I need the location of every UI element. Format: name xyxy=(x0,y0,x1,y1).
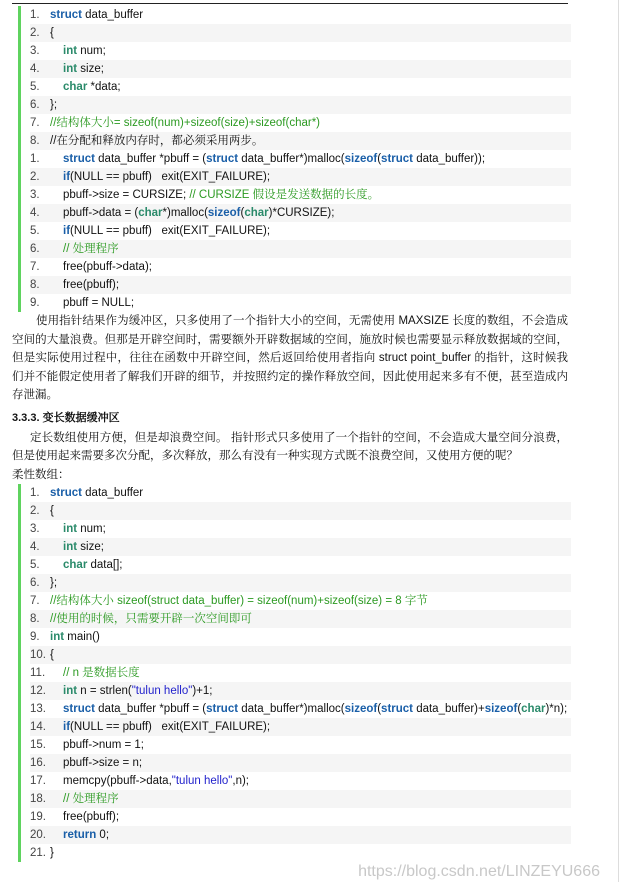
code-line xyxy=(30,240,571,258)
code-token: data_buffer xyxy=(81,487,144,499)
line-number: 7. xyxy=(30,117,40,129)
code-text xyxy=(63,736,144,754)
code-line xyxy=(30,24,571,42)
line-number: 3. xyxy=(30,45,40,57)
code-token: // 处理程序 xyxy=(63,243,119,255)
code-text xyxy=(63,754,142,772)
code-line xyxy=(30,258,571,276)
code-text xyxy=(50,610,252,628)
code-token: data_buffer)); xyxy=(413,153,486,165)
line-number: 8. xyxy=(30,135,40,147)
code-line xyxy=(30,718,571,736)
line-number: 2. xyxy=(30,27,40,39)
section-heading: 3.3.3. 变长数据缓冲区 xyxy=(12,411,120,424)
code-line xyxy=(30,294,571,312)
code-token: size; xyxy=(77,541,104,553)
code-token: free(pbuff->data); xyxy=(63,261,152,273)
code-block-pointer-buffer xyxy=(18,6,571,312)
code-token: char xyxy=(521,703,546,715)
code-token: struct xyxy=(50,9,82,21)
line-number: 12. xyxy=(30,685,46,697)
code-token: )*n); xyxy=(545,703,568,715)
code-token: //使用的时候，只需要开辟一次空间即可 xyxy=(50,613,252,625)
code-text xyxy=(50,6,143,24)
code-text xyxy=(63,700,567,718)
code-token: struct xyxy=(50,487,82,499)
code-token: { xyxy=(50,649,54,661)
code-text xyxy=(50,646,54,664)
code-token: }; xyxy=(50,577,58,589)
code-text xyxy=(50,844,54,862)
line-number: 4. xyxy=(30,541,40,553)
code-token: ( xyxy=(377,153,382,165)
code-token: //在分配和释放内存时，都必须采用两步。 xyxy=(50,135,264,147)
code-line xyxy=(30,276,571,294)
code-token: 0; xyxy=(96,829,110,841)
code-token: int xyxy=(63,63,78,75)
code-text xyxy=(63,520,106,538)
code-token: free(pbuff); xyxy=(63,279,120,291)
code-token: struct xyxy=(381,703,413,715)
code-line xyxy=(30,574,571,592)
code-line xyxy=(30,222,571,240)
code-line xyxy=(30,592,571,610)
code-text xyxy=(50,592,428,610)
code-token: if xyxy=(63,721,71,733)
code-line xyxy=(30,808,571,826)
code-text xyxy=(50,484,143,502)
code-text xyxy=(50,574,57,592)
line-number: 11. xyxy=(30,667,46,679)
line-number: 4. xyxy=(30,207,40,219)
code-line xyxy=(30,60,571,78)
code-line xyxy=(30,700,571,718)
code-token: //结构体大小= sizeof(num)+sizeof(size)+sizeof(char*) xyxy=(50,117,321,129)
line-number: 13. xyxy=(30,703,46,715)
code-token: data_buffer xyxy=(81,9,144,21)
line-number: 17. xyxy=(30,775,46,787)
code-token: sizeof xyxy=(484,703,518,715)
code-text xyxy=(50,628,100,646)
code-token: (NULL == pbuff) exit(EXIT_FAILURE); xyxy=(70,225,271,237)
code-line xyxy=(30,204,571,222)
line-number: 3. xyxy=(30,189,40,201)
code-line xyxy=(30,736,571,754)
code-token: int xyxy=(50,631,65,643)
code-token: char xyxy=(63,559,88,571)
flexible-array-label: 柔性数组： xyxy=(12,468,70,481)
code-token: int xyxy=(63,45,78,57)
line-number: 6. xyxy=(30,577,40,589)
code-line xyxy=(30,772,571,790)
code-token: data_buffer)+ xyxy=(413,703,485,715)
code-token: main() xyxy=(64,631,100,643)
line-number: 2. xyxy=(30,171,40,183)
code-token: }; xyxy=(50,99,58,111)
code-text xyxy=(50,276,119,294)
code-token: if xyxy=(63,225,71,237)
code-token: data_buffer*)malloc( xyxy=(238,153,345,165)
line-number: 10. xyxy=(30,649,46,661)
code-line xyxy=(30,114,571,132)
code-text xyxy=(50,168,270,186)
code-token: sizeof xyxy=(344,703,378,715)
code-text xyxy=(50,42,106,60)
code-text xyxy=(50,502,54,520)
code-text xyxy=(50,186,379,204)
code-text xyxy=(50,150,485,168)
line-number: 14. xyxy=(30,721,46,733)
code-line xyxy=(30,754,571,772)
code-token: char xyxy=(63,81,88,93)
code-block-flexible-array xyxy=(18,484,571,862)
code-token: size; xyxy=(77,63,104,75)
line-number: 7. xyxy=(30,595,40,607)
code-token: num; xyxy=(77,523,106,535)
code-token: sizeof xyxy=(344,153,378,165)
code-token: //结构体大小 sizeof(struct data_buffer) = sizeof(num)+sizeof(size) = 8 字节 xyxy=(50,595,428,607)
code-line xyxy=(30,42,571,60)
code-token: "tulun hello" xyxy=(131,685,193,697)
line-number: 15. xyxy=(30,739,46,751)
code-token: free(pbuff); xyxy=(63,811,120,823)
line-number: 9. xyxy=(30,297,40,309)
code-token: int xyxy=(63,541,78,553)
code-token: // CURSIZE 假设是发送数据的长度。 xyxy=(189,189,380,201)
code-token: pbuff = NULL; xyxy=(63,297,135,309)
line-number: 18. xyxy=(30,793,46,805)
code-line xyxy=(30,844,571,862)
code-token: pbuff->num = 1; xyxy=(63,739,144,751)
code-text xyxy=(63,664,140,682)
line-number: 2. xyxy=(30,505,40,517)
code-text xyxy=(50,222,270,240)
code-line xyxy=(30,538,571,556)
code-text xyxy=(63,556,122,574)
code-token: sizeof xyxy=(207,207,241,219)
code-text xyxy=(63,808,119,826)
line-number: 8. xyxy=(30,613,40,625)
code-text xyxy=(50,78,121,96)
code-token: int xyxy=(63,523,78,535)
code-token: data_buffer *pbuff = ( xyxy=(94,703,207,715)
code-line xyxy=(30,484,571,502)
code-line xyxy=(30,790,571,808)
code-line xyxy=(30,520,571,538)
code-token: (NULL == pbuff) exit(EXIT_FAILURE); xyxy=(70,171,271,183)
code-text xyxy=(50,24,54,42)
code-line xyxy=(30,186,571,204)
code-line xyxy=(30,610,571,628)
code-token: return xyxy=(63,829,97,841)
line-number: 8. xyxy=(30,279,40,291)
code-text xyxy=(50,294,134,312)
code-token: *)malloc( xyxy=(162,207,208,219)
code-token: pbuff->data = ( xyxy=(63,207,139,219)
code-text xyxy=(50,204,334,222)
code-text xyxy=(50,240,119,258)
code-token: int xyxy=(63,685,78,697)
code-token: (NULL == pbuff) exit(EXIT_FAILURE); xyxy=(70,721,271,733)
line-number: 5. xyxy=(30,559,40,571)
line-number: 6. xyxy=(30,243,40,255)
code-line xyxy=(30,556,571,574)
code-token: memcpy(pbuff->data, xyxy=(63,775,172,787)
line-number: 19. xyxy=(30,811,46,823)
code-token: data[]; xyxy=(87,559,123,571)
code-token: struct xyxy=(206,153,239,165)
code-text xyxy=(50,114,320,132)
code-token: n = strlen( xyxy=(77,685,132,697)
line-number: 20. xyxy=(30,829,46,841)
code-token: // 处理程序 xyxy=(63,793,119,805)
code-token: data_buffer *pbuff = ( xyxy=(94,153,207,165)
code-token: struct xyxy=(63,153,95,165)
code-line xyxy=(30,96,571,114)
code-line xyxy=(30,646,571,664)
code-line xyxy=(30,826,571,844)
paragraph-fixed-array: 定长数组使用方便，但是却浪费空间。 指针形式只多使用了一个指针的空间，不会造成大量空间分浪费，但是使用起来需要多次分配，多次释放，那么有没有一种实现方式既不浪费空间，又使用方便的呢？ xyxy=(12,431,568,462)
line-number: 7. xyxy=(30,261,40,273)
line-number: 16. xyxy=(30,757,46,769)
code-token: ( xyxy=(377,703,382,715)
code-token: if xyxy=(63,171,71,183)
code-token: char xyxy=(138,207,163,219)
code-token: pbuff->size = n; xyxy=(63,757,143,769)
code-text xyxy=(63,826,109,844)
code-token: struct xyxy=(63,703,95,715)
code-token: "tulun hello" xyxy=(171,775,233,787)
code-token: num; xyxy=(77,45,106,57)
code-token: struct xyxy=(206,703,239,715)
code-token: pbuff->size = CURSIZE; xyxy=(63,189,190,201)
code-line xyxy=(30,78,571,96)
code-token: } xyxy=(50,847,54,859)
line-number: 5. xyxy=(30,225,40,237)
code-text xyxy=(63,718,270,736)
code-text xyxy=(63,538,104,556)
code-token: char xyxy=(244,207,269,219)
line-number: 6. xyxy=(30,99,40,111)
code-token: struct xyxy=(381,153,413,165)
code-token: data_buffer*)malloc( xyxy=(238,703,345,715)
line-number: 1. xyxy=(30,153,40,165)
code-text xyxy=(63,790,119,808)
paragraph-pointer-buffer: 使用指针结果作为缓冲区，只多使用了一个指针大小的空间，无需使用 MAXSIZE 长度的数组，不会造成空间的大量浪费。但那是开辟空间时，需要额外开辟数据域的空间，施放时候也需要显示释放数据域的空间，但是实际使用过程中，往往在函数中开辟空间，然后返回给使用者指向 struct point_buffer 的指针，这时候我们并不能假定使用者了解我们开辟的细节，并按照约定的操作释放空间，因此使用起来多有不便，甚至造成内存泄漏。 xyxy=(12,315,568,401)
line-number: 21. xyxy=(30,847,46,859)
code-token: ( xyxy=(517,703,522,715)
code-token: ,n); xyxy=(232,775,250,787)
code-line xyxy=(30,628,571,646)
code-text xyxy=(50,60,104,78)
code-token: // n 是数据长度 xyxy=(63,667,140,679)
watermark: https://blog.csdn.net/LINZEYU666 xyxy=(358,863,600,880)
code-token: { xyxy=(50,505,54,517)
code-line xyxy=(30,502,571,520)
code-text xyxy=(50,96,57,114)
code-line xyxy=(30,664,571,682)
code-text xyxy=(63,772,249,790)
line-number: 3. xyxy=(30,523,40,535)
code-line xyxy=(30,6,571,24)
line-number: 1. xyxy=(30,487,40,499)
code-token: )*CURSIZE); xyxy=(268,207,335,219)
code-token: ( xyxy=(240,207,245,219)
code-line xyxy=(30,682,571,700)
line-number: 1. xyxy=(30,9,40,21)
line-number: 4. xyxy=(30,63,40,75)
code-token: )+1; xyxy=(192,685,213,697)
code-line xyxy=(30,132,571,150)
code-line xyxy=(30,168,571,186)
code-token: *data; xyxy=(87,81,121,93)
code-text xyxy=(50,258,152,276)
code-text xyxy=(63,682,212,700)
line-number: 9. xyxy=(30,631,40,643)
line-number: 5. xyxy=(30,81,40,93)
code-text xyxy=(50,132,263,150)
code-line xyxy=(30,150,571,168)
code-token: { xyxy=(50,27,54,39)
